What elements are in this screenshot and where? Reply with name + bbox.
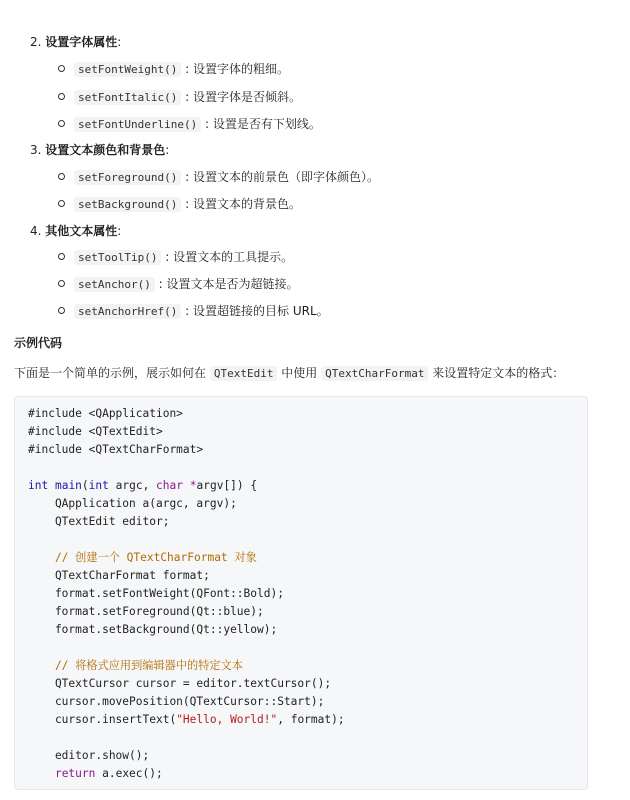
inline-code: setFontItalic() bbox=[74, 90, 181, 105]
colon: : bbox=[201, 117, 213, 131]
intro-text: 来设置特定文本的格式： bbox=[432, 366, 565, 380]
bullet-item bbox=[58, 273, 299, 295]
code-block[interactable] bbox=[14, 396, 588, 790]
list-number: 3. bbox=[30, 143, 42, 157]
list-number: 4. bbox=[30, 224, 42, 238]
list-item-color-properties bbox=[30, 140, 169, 160]
list-item-other-properties bbox=[30, 221, 121, 241]
bullet-item bbox=[58, 113, 321, 135]
bullet-icon bbox=[58, 65, 65, 72]
colon: : bbox=[181, 62, 194, 76]
bullet-item bbox=[58, 193, 301, 215]
inline-code: setToolTip() bbox=[74, 250, 161, 265]
bullet-icon bbox=[58, 120, 65, 127]
bullet-icon bbox=[58, 280, 65, 287]
bullet-desc: 设置文本的工具提示。 bbox=[173, 250, 294, 264]
code-line: return a.exec(); bbox=[54, 767, 163, 780]
inline-code: setFontWeight() bbox=[74, 62, 181, 77]
bullet-desc: 设置字体是否倾斜。 bbox=[193, 90, 302, 104]
code-line: QTextEdit editor; bbox=[28, 515, 170, 528]
inline-code: setFontUnderline() bbox=[74, 117, 201, 132]
bullet-icon bbox=[58, 253, 65, 260]
inline-code: setForeground() bbox=[74, 170, 181, 185]
bullet-desc: 设置文本的背景色。 bbox=[193, 197, 302, 211]
code-line: #include <QTextEdit> bbox=[28, 425, 163, 438]
code-line: QTextCursor cursor = editor.textCursor(); bbox=[28, 677, 332, 690]
code-line: editor.show(); bbox=[28, 749, 150, 762]
code-line: #include <QApplication> bbox=[28, 407, 183, 420]
intro-text: 中使用 bbox=[281, 366, 318, 380]
intro-text: 下面是一个简单的示例，展示如何在 bbox=[14, 366, 207, 380]
bullet-item bbox=[58, 246, 293, 268]
inline-code: setBackground() bbox=[74, 197, 181, 212]
bullet-desc: 设置字体的粗细。 bbox=[193, 62, 290, 76]
bullet-item bbox=[58, 58, 289, 80]
list-title: 设置字体属性 bbox=[45, 35, 118, 49]
bullet-desc: 设置文本是否为超链接。 bbox=[166, 277, 299, 291]
code-line: cursor.insertText("Hello, World!", format); bbox=[28, 713, 345, 726]
bullet-desc: 设置超链接的目标 URL。 bbox=[193, 304, 329, 318]
inline-code: setAnchor() bbox=[74, 277, 155, 292]
bullet-icon bbox=[58, 173, 65, 180]
colon: : bbox=[117, 224, 122, 238]
code-comment: // 将格式应用到编辑器中的特定文本 bbox=[28, 659, 243, 672]
bullet-desc: 设置文本的前景色（即字体颜色）。 bbox=[193, 170, 380, 184]
code-line: format.setFontWeight(QFont::Bold); bbox=[28, 587, 284, 600]
colon: : bbox=[181, 90, 194, 104]
intro-paragraph bbox=[14, 363, 564, 383]
code-line: QApplication a(argc, argv); bbox=[28, 497, 237, 510]
bullet-item bbox=[58, 86, 301, 108]
list-title: 设置文本颜色和背景色 bbox=[45, 143, 166, 157]
bullet-icon bbox=[58, 307, 65, 314]
bullet-icon bbox=[58, 200, 65, 207]
bullet-item bbox=[58, 300, 329, 322]
bullet-item bbox=[58, 166, 379, 188]
inline-code: QTextEdit bbox=[210, 366, 278, 381]
colon: : bbox=[154, 277, 167, 291]
code-line: #include <QTextCharFormat> bbox=[28, 443, 204, 456]
bullet-icon bbox=[58, 93, 65, 100]
colon: : bbox=[181, 170, 194, 184]
code-line: int main(int argc, char *argv[]) { bbox=[28, 479, 258, 492]
colon: : bbox=[181, 304, 194, 318]
bullet-desc: 设置是否有下划线。 bbox=[212, 117, 321, 131]
list-title: 其他文本属性 bbox=[45, 224, 118, 238]
code-line: format.setForeground(Qt::blue); bbox=[28, 605, 264, 618]
inline-code: setAnchorHref() bbox=[74, 304, 181, 319]
colon: : bbox=[165, 143, 170, 157]
code-line: format.setBackground(Qt::yellow); bbox=[28, 623, 278, 636]
inline-code: QTextCharFormat bbox=[321, 366, 428, 381]
list-item-font-properties bbox=[30, 32, 121, 52]
code-line: cursor.movePosition(QTextCursor::Start); bbox=[28, 695, 325, 708]
example-heading: 示例代码 bbox=[14, 336, 63, 350]
colon: : bbox=[161, 250, 174, 264]
code-comment: // 创建一个 QTextCharFormat 对象 bbox=[28, 551, 257, 564]
list-number: 2. bbox=[30, 35, 42, 49]
code-line: QTextCharFormat format; bbox=[28, 569, 210, 582]
colon: : bbox=[181, 197, 194, 211]
colon: : bbox=[117, 35, 122, 49]
